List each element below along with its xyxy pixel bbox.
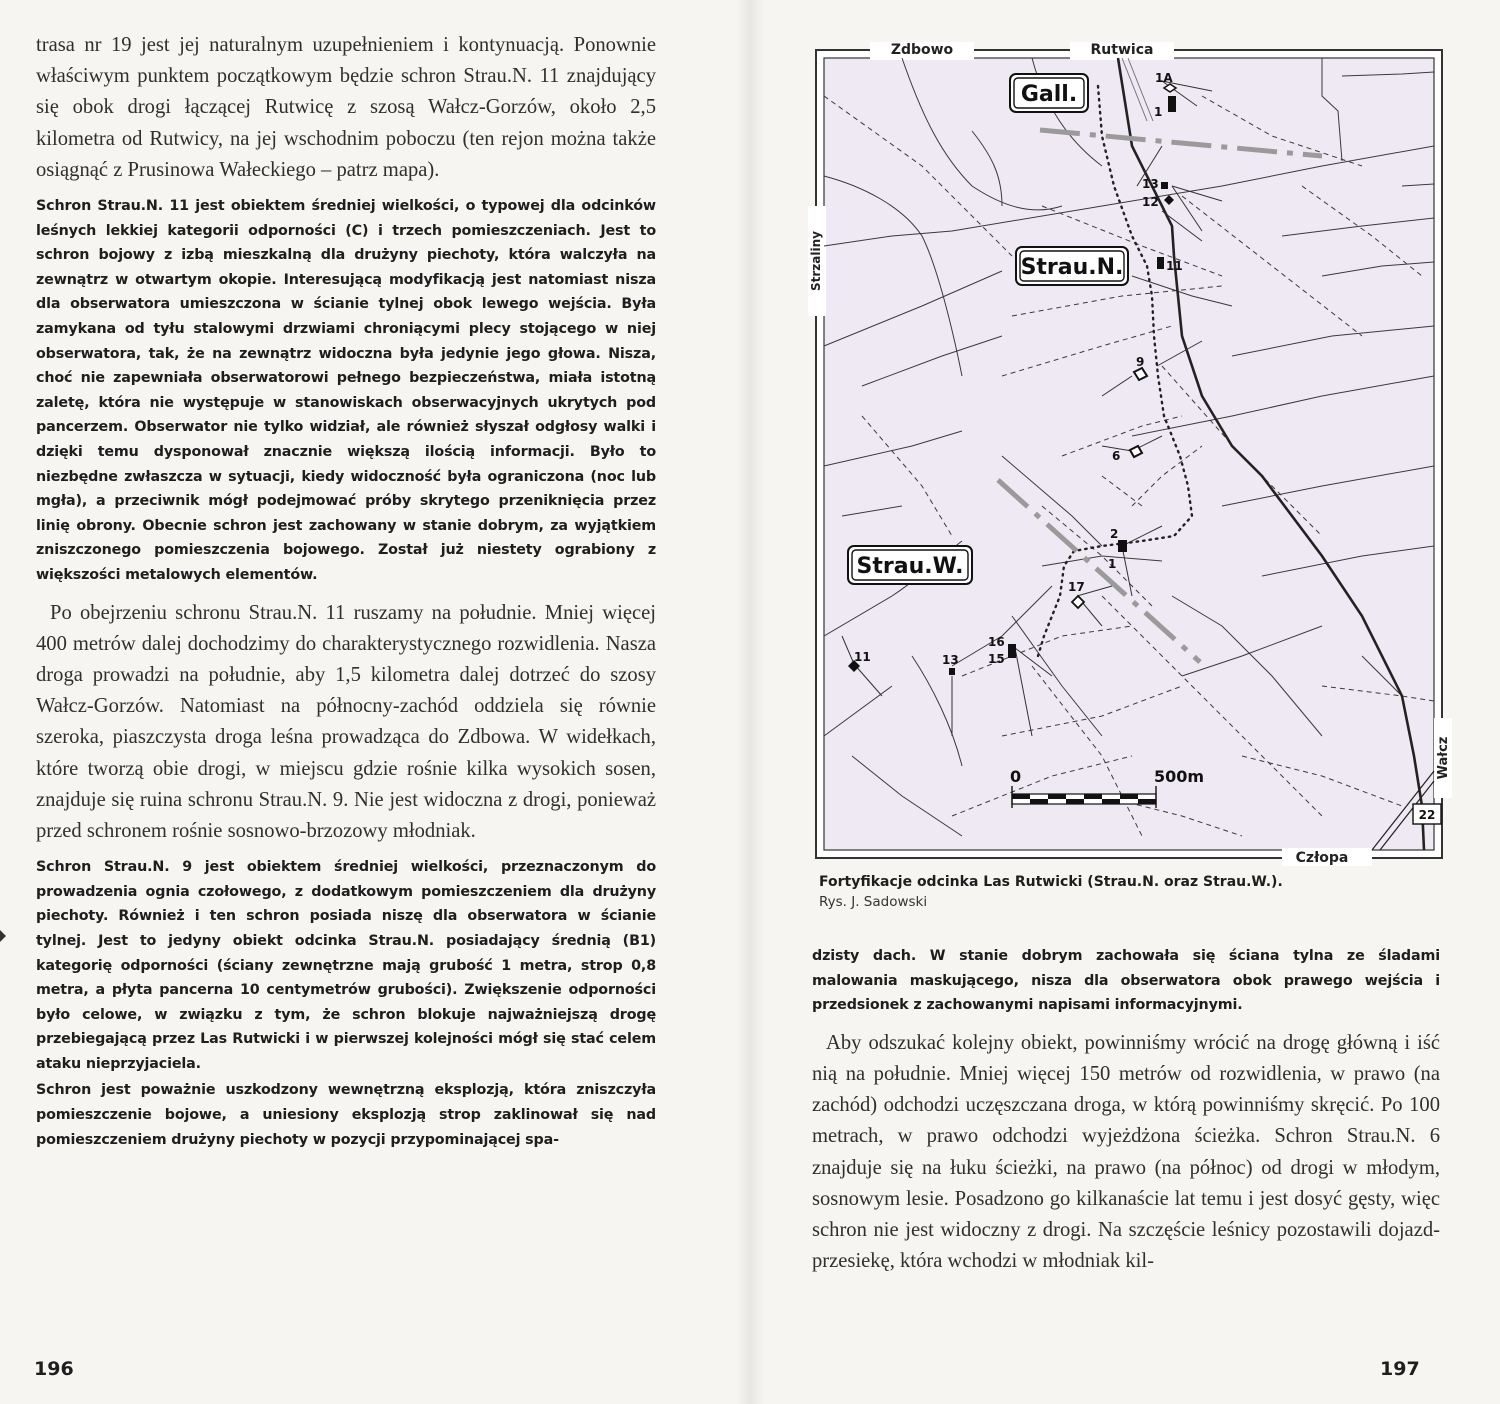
box-gall (1010, 74, 1088, 112)
page-number: 197 (1380, 1358, 1420, 1380)
bunker-label: 2 (1110, 527, 1119, 541)
bunker-label: 9 (1136, 355, 1145, 369)
bunker-11 (1157, 257, 1164, 269)
paragraph-bold: Schron jest poważnie uszkodzony wewnętrzną eksplozją, która zniszczyła pomieszczenie bojowe, a uniesiony eksplozją strop zaklinował się nad pomieszczeniem drużyny piechoty w pozycji przypominającej spa- (36, 1082, 656, 1148)
bunker-label: 16 (988, 635, 1005, 649)
right-page (750, 0, 1500, 1404)
right-text-column (812, 944, 1440, 1285)
bunker-label: 13 (942, 653, 959, 667)
box-strau-w (848, 546, 972, 584)
paragraph: Aby odszukać kolejny obiekt, powinniśmy wrócić na drogę główną i iść nią na południe. Mniej więcej 150 metrów od rozwidlenia, w prawo (na zachód) odchodzi uczęszczana droga, w którą powinniśmy skręcić. Po 100 metrach, w prawo odchodzi wyjeżdżona ścieżka. Schron Strau.N. 6 znajduje się na łuku ścieżki, na prawo (na północ) od drogi w młodym, sosnowym lesie. Posadzono go kilkanaście lat temu i jest dosyć gęsty, więc schron nie jest widoczny z drogi. Na szczęście leśnicy pozostawili dojazd-przesiekę, która wchodzi w młodniak kil- (812, 1031, 1440, 1273)
bunker-label: 1 (1108, 557, 1117, 571)
bunker-label: 6 (1112, 449, 1121, 463)
paragraph-bold: dzisty dach. W stanie dobrym zachowała się ściana tylna ze śladami malowania maskującego, nisza dla obserwatora obok prawego wejścia i przedsionek z zachowanymi napisami informacyjnymi. (812, 948, 1440, 1014)
left-text-column (36, 30, 656, 1162)
bunker-13-west (949, 668, 955, 675)
label-walcz: Wałcz (1436, 736, 1451, 780)
strau-n-label: Strau.N. (1020, 255, 1124, 280)
page-number: 196 (34, 1358, 74, 1380)
label-rutwica: Rutwica (1090, 42, 1154, 58)
map-svg (802, 36, 1458, 876)
bunker-label: 1 (1154, 105, 1163, 119)
bunker-label: 12 (1142, 195, 1159, 209)
paragraph: Po obejrzeniu schronu Strau.N. 11 ruszamy na południe. Mniej więcej 400 metrów dalej dochodzimy do charakterystycznego rozwidlenia. Nasza droga prowadzi na południe, aby 1,5 kilometra dalej dotrzeć do szosy Wałcz-Gorzów. Natomiast na północny-zachód oddziela się równie szeroka, piaszczysta droga leśna prowadząca do Zdbowa. W widełkach, które tworzą obie drogi, w miejscu gdzie rośnie kilka wysokich sosen, znajduje się ruina schronu Strau.N. 9. Nie jest widoczna z drogi, ponieważ przed schronem rośnie sosnowo-brzozowy młodniak. (36, 601, 656, 842)
map-caption (819, 872, 1283, 912)
bunker-13 (1161, 182, 1168, 189)
bunker-1 (1168, 96, 1176, 112)
scale-end: 500m (1154, 767, 1205, 786)
bunker-label: 11 (1166, 259, 1183, 273)
paragraph: trasa nr 19 jest jej naturalnym uzupełnieniem i kontynuacją. Ponownie właściwym punktem początkowym będzie schron Strau.N. 11 znajdujący się obok drogi łączącej Rutwicę z szosą Wałcz-Gorzów, około 2,5 kilometra od Rutwicy, na jej wschodnim poboczu (ten rejon można także osiągnąć z Prusinowa Wałeckiego – patrz mapa). (36, 34, 656, 181)
scale-start: 0 (1010, 767, 1022, 786)
caption-title: Fortyfikacje odcinka Las Rutwicki (Strau.N. oraz Strau.W.). (819, 874, 1283, 890)
caption-author: Rys. J. Sadowski (819, 894, 928, 910)
strau-w-label: Strau.W. (856, 554, 964, 579)
bunker-label: 13 (1142, 177, 1159, 191)
bunker-2-1 (1118, 540, 1127, 552)
paragraph-bold: Schron Strau.N. 11 jest obiektem średniej wielkości, o typowej dla odcinków leśnych lekkiej kategorii odporności (C) i trzech pomieszczeniach. Jest to schron bojowy z izbą mieszkalną dla drużyny piechoty, która walczyła na zewnątrz w otwartym okopie. Interesującą modyfikacją jest natomiast nisza dla obserwatora umieszczona w ścianie tylnej obok lewego wejścia. Była zamykana od tyłu stalowymi drzwiami chroniącymi plecy stojącego w niej obserwatora, tak, że na zewnątrz widoczna była jedynie jego głowa. Nisza, choć nie zapewniała obserwatorowi pełnego bezpieczeństwa, miała istotną zaletę, która nie występuje w stanowiskach obserwacyjnych ukrytych pod pancerzem. Obserwator nie tylko widział, ale również słyszał odgłosy walki i dzięki temu dysponował znacznie większą ilością informacji. Było to niezbędne zwłaszcza w sytuacji, kiedy widoczność była ograniczona (noc lub mgła), a przeciwnik mógł podejmować próby skrytego przeniknięcia przez linię obrony. Obecnie schron jest zachowany w stanie dobrym, za wyjątkiem zniszczonego pomieszczenia bojowego. Został już niestety ograbiony z większości metalowych elementów. (36, 198, 656, 583)
box-strau-n (1016, 247, 1128, 285)
bunker-label: 15 (988, 652, 1005, 666)
bunker-label: 11 (854, 650, 871, 664)
bunker-label: 17 (1068, 580, 1085, 594)
label-czlopa: Człopa (1295, 850, 1349, 866)
paragraph-bold: Schron Strau.N. 9 jest obiektem średniej wielkości, przeznaczonym do prowadzenia ognia czołowego, z dodatkowym pomieszczeniem dla drużyny piechoty. Również i ten schron posiada niszę dla obserwatora w ścianie tylnej. Jest to jedyny obiekt odcinka Strau.N. posiadający średnią (B1) kategorię odporności (ściany zewnętrzne mają grubość 1 metra, strop 0,8 metra, a płyta pancerna 10 centymetrów grubości). Zwiększenie odporności było celowe, w związku z tym, że schron blokuje najważniejszą drogę przebiegającą przez Las Rutwicki i w pierwszej kolejności mógł się stać celem ataku nieprzyjaciela. (36, 859, 656, 1072)
bunker-label: 1A (1155, 71, 1173, 85)
gall-label: Gall. (1020, 82, 1078, 107)
map-inner-frame (824, 58, 1434, 850)
road-22-label: 22 (1418, 808, 1436, 822)
bunker-16-15 (1008, 644, 1016, 658)
fortification-map (802, 36, 1458, 876)
label-strzaliny: Strzaliny (809, 231, 823, 291)
label-zdbowo: Zdbowo (890, 42, 954, 58)
